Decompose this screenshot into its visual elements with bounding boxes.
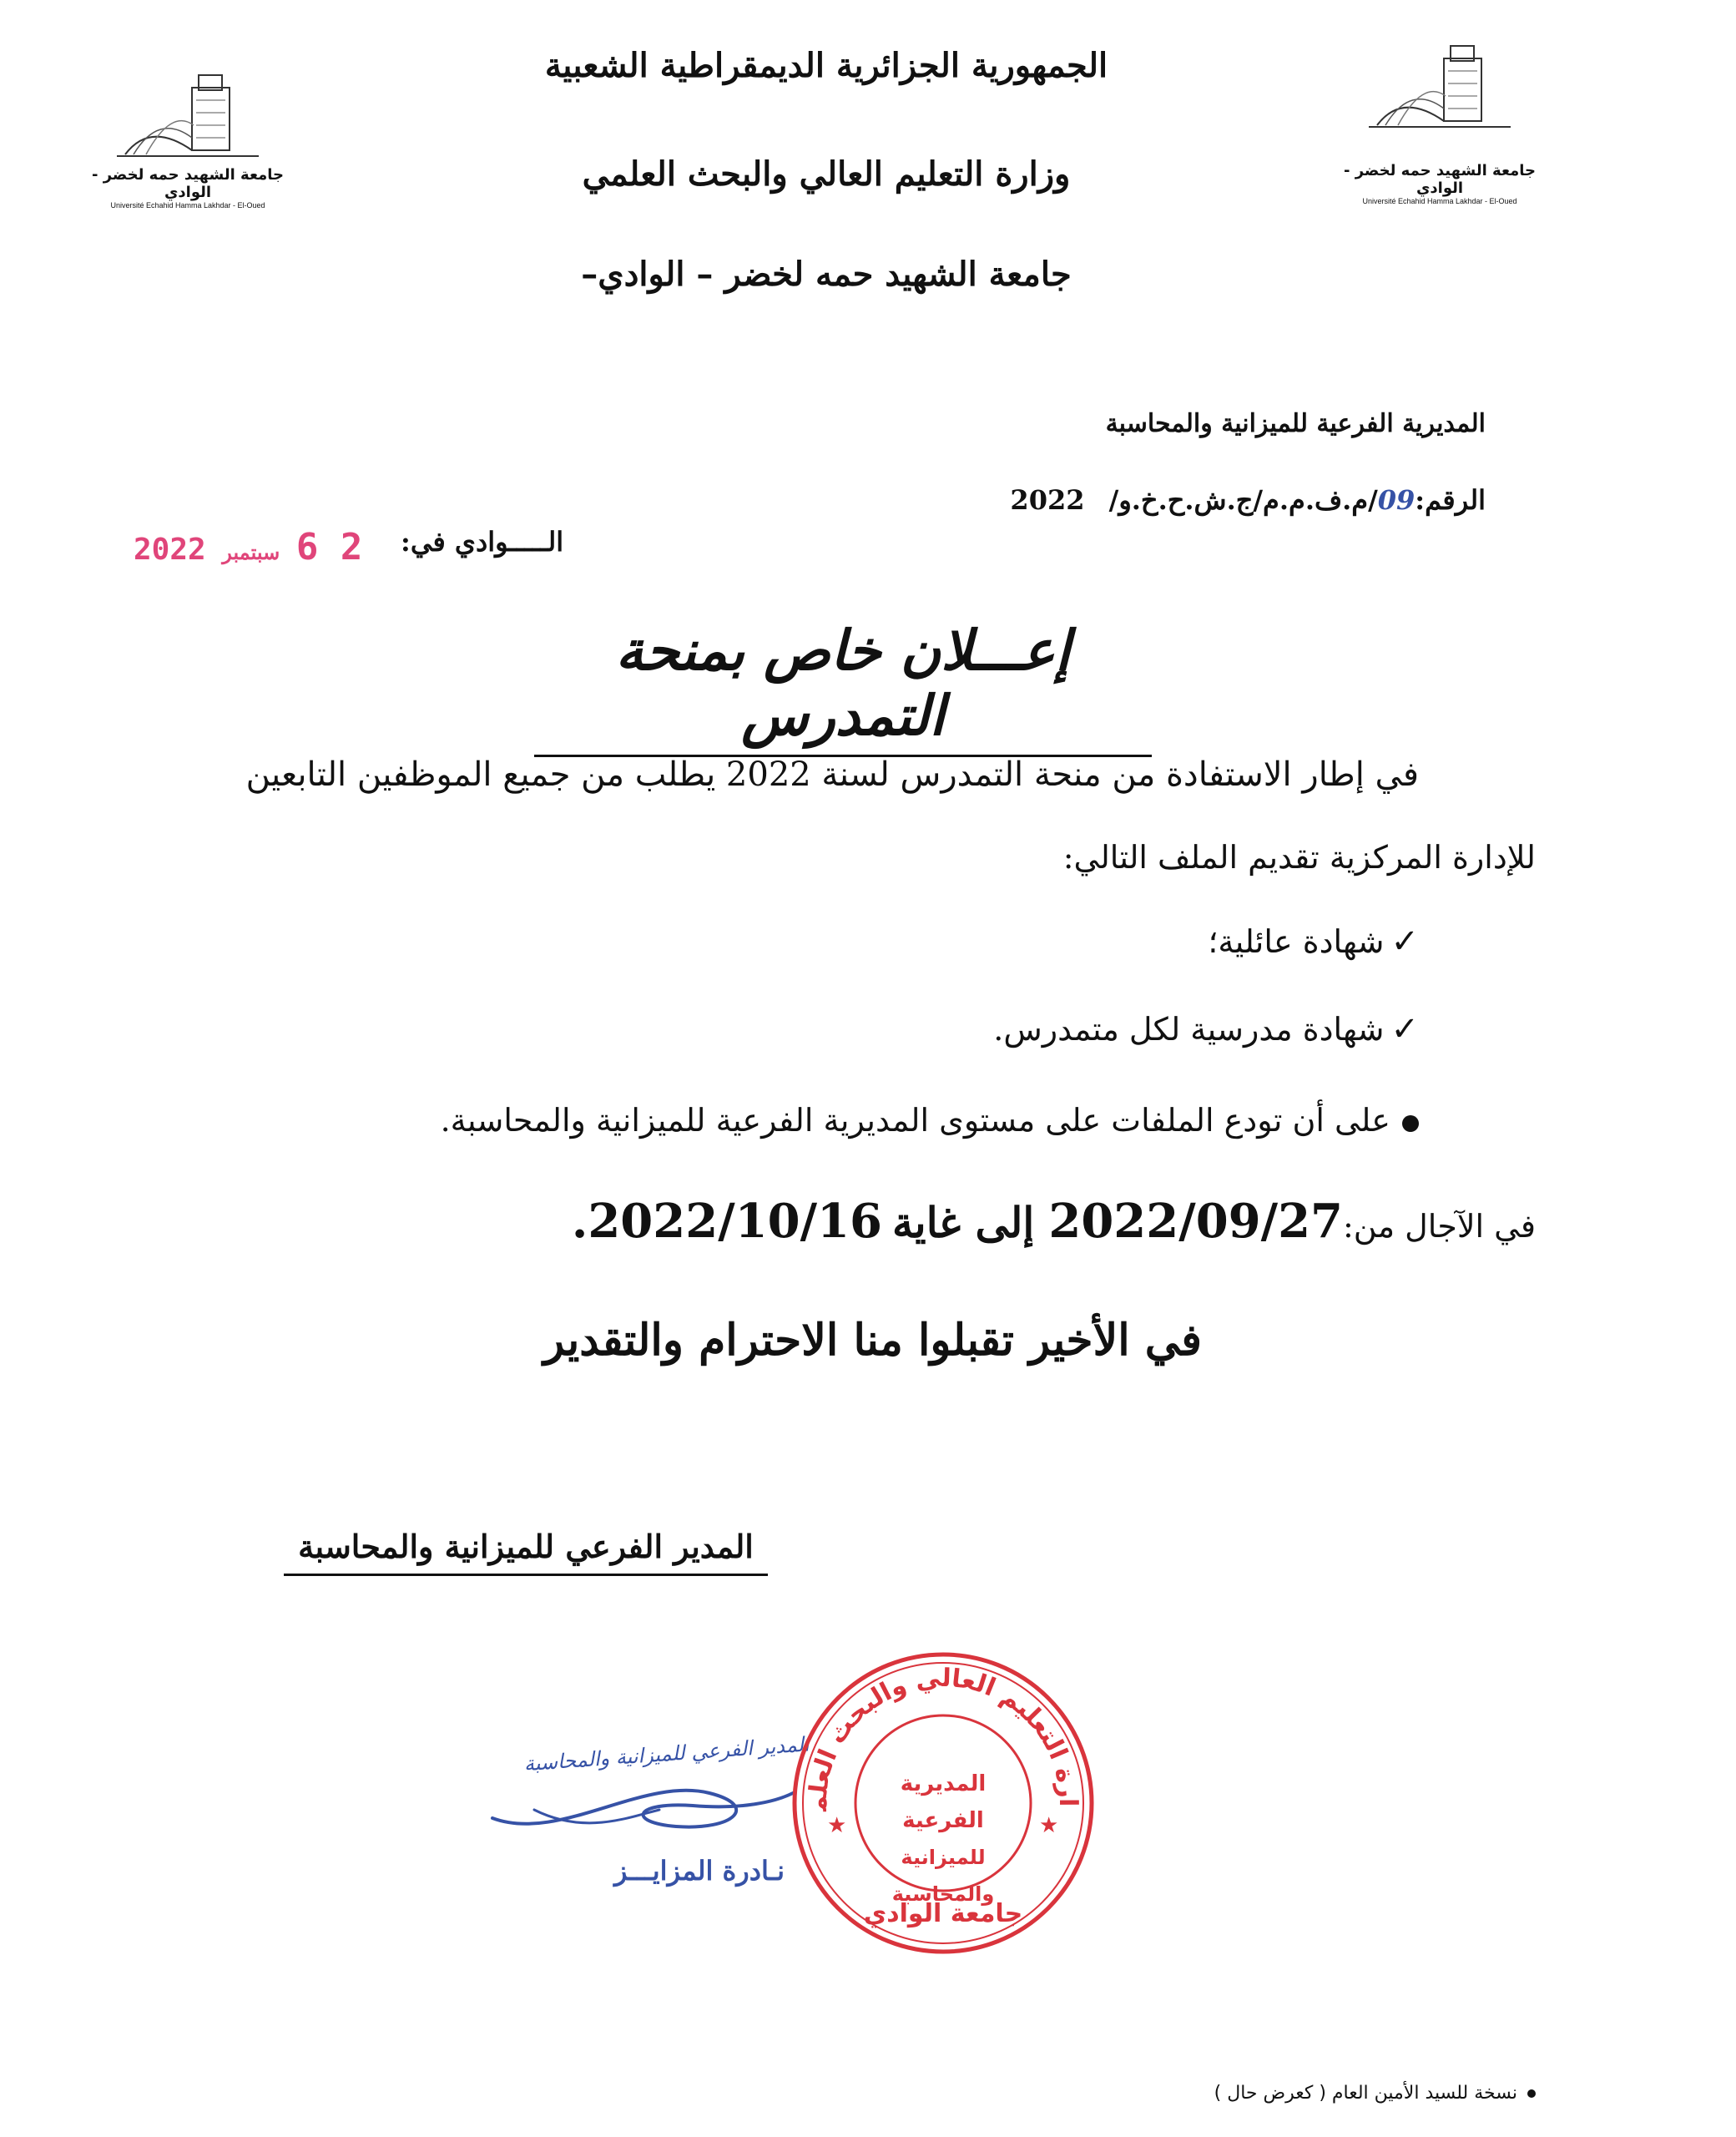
checklist-item-text: شهادة عائلية؛ — [1208, 923, 1385, 960]
announcement-title-box — [534, 618, 1152, 757]
seal-inner-line-1: المديرية الفرعية — [900, 1771, 987, 1833]
signature-stamp — [459, 1732, 810, 1887]
checklist-item-1 — [1208, 922, 1419, 961]
signature-stamp-title: المدير الفرعي للميزانية والمحاسبة — [522, 1732, 810, 1776]
header-republic: الجمهورية الجزائرية الديمقراطية الشعبية — [544, 46, 1108, 85]
checklist-item-2 — [993, 1010, 1419, 1048]
signatory-name: نـادرة المزايـــز — [613, 1855, 785, 1887]
seal-bottom-text: جامعة الوادي — [863, 1899, 1023, 1928]
university-logo-right — [1344, 17, 1536, 205]
seal-inner-text — [868, 1766, 1018, 1912]
checklist-item-text: شهادة مدرسية لكل متمدرس. — [993, 1011, 1385, 1048]
body-line-1: في إطار الاستفادة من منحة التمدرس لسنة 2022 يطلب من جميع الموظفين التابعين — [245, 755, 1419, 794]
date-stamp — [134, 526, 362, 568]
announcement-title: إعـــلان خاص بمنحة التمدرس — [615, 618, 1071, 748]
signatory-underline — [284, 1574, 768, 1576]
logo-caption-arabic: جامعة الشهيد حمه لخضر - الوادي — [1344, 162, 1536, 197]
reference-number — [1010, 484, 1486, 516]
date-place-label: الـــــوادي في: — [401, 526, 564, 558]
note-line — [441, 1102, 1419, 1139]
date-stamp-day: 2 6 — [295, 526, 363, 568]
logo-caption-french: Université Echahid Hamma Lakhdar - El-Oued — [1362, 197, 1517, 205]
university-logo-left — [92, 71, 284, 210]
copy-note-line — [1214, 2083, 1536, 2104]
reference-year: 2022 — [1010, 484, 1085, 516]
deadline-to: 2022/10/16. — [571, 1194, 882, 1249]
signatory-title: المدير الفرعي للميزانية والمحاسبة — [298, 1528, 754, 1565]
seal-star-right-icon: ★ — [1039, 1813, 1059, 1838]
bullet-icon — [1402, 1115, 1419, 1132]
university-building-logo — [1352, 17, 1519, 159]
seal-outer-text: ارة التعليم العالي والبحث العلم — [803, 1663, 1083, 1811]
seal-star-left-icon: ★ — [827, 1813, 847, 1838]
reference-label: الرقم: — [1415, 484, 1486, 516]
reference-handwritten-number: 09 — [1377, 484, 1416, 516]
directorate-label: المديرية الفرعية للميزانية والمحاسبة — [1105, 409, 1486, 438]
copy-note: نسخة للسيد الأمين العام ( كعرض حال ) — [1214, 2083, 1517, 2104]
header-ministry: وزارة التعليم العالي والبحث العلمي — [582, 154, 1071, 194]
signatory-title-box — [284, 1528, 768, 1576]
deadline-prefix: في الآجال من: — [1343, 1208, 1536, 1245]
university-building-logo — [100, 71, 267, 163]
deadline-to-label: إلى غاية — [891, 1198, 1035, 1247]
bullet-icon — [1527, 2089, 1536, 2098]
check-icon: ✓ — [1390, 1010, 1419, 1048]
body-line-2: للإدارة المركزية تقديم الملف التالي: — [1062, 839, 1536, 876]
seal-inner-line-2: للميزانية والمحاسبة — [891, 1846, 995, 1906]
reference-code: /م.ف.م.م/ج.ش.ح.خ.و/ — [1108, 484, 1378, 516]
date-stamp-month: سبتمبر — [222, 540, 280, 564]
deadline-line — [572, 1194, 1536, 1249]
official-seal — [789, 1649, 1098, 1958]
logo-caption-arabic: جامعة الشهيد حمه لخضر - الوادي — [92, 166, 284, 201]
date-stamp-year: 2022 — [134, 533, 206, 567]
deadline-from: 2022/09/27 — [1048, 1194, 1343, 1249]
header-university: جامعة الشهيد حمه لخضر – الوادي– — [581, 255, 1072, 294]
logo-caption-french: Université Echahid Hamma Lakhdar - El-Oued — [110, 201, 265, 210]
check-icon: ✓ — [1390, 922, 1419, 961]
note-text: على أن تودع الملفات على مستوى المديرية الفرعية للميزانية والمحاسبة. — [440, 1102, 1390, 1139]
closing-line: في الأخير تقبلوا منا الاحترام والتقدير — [543, 1315, 1202, 1366]
